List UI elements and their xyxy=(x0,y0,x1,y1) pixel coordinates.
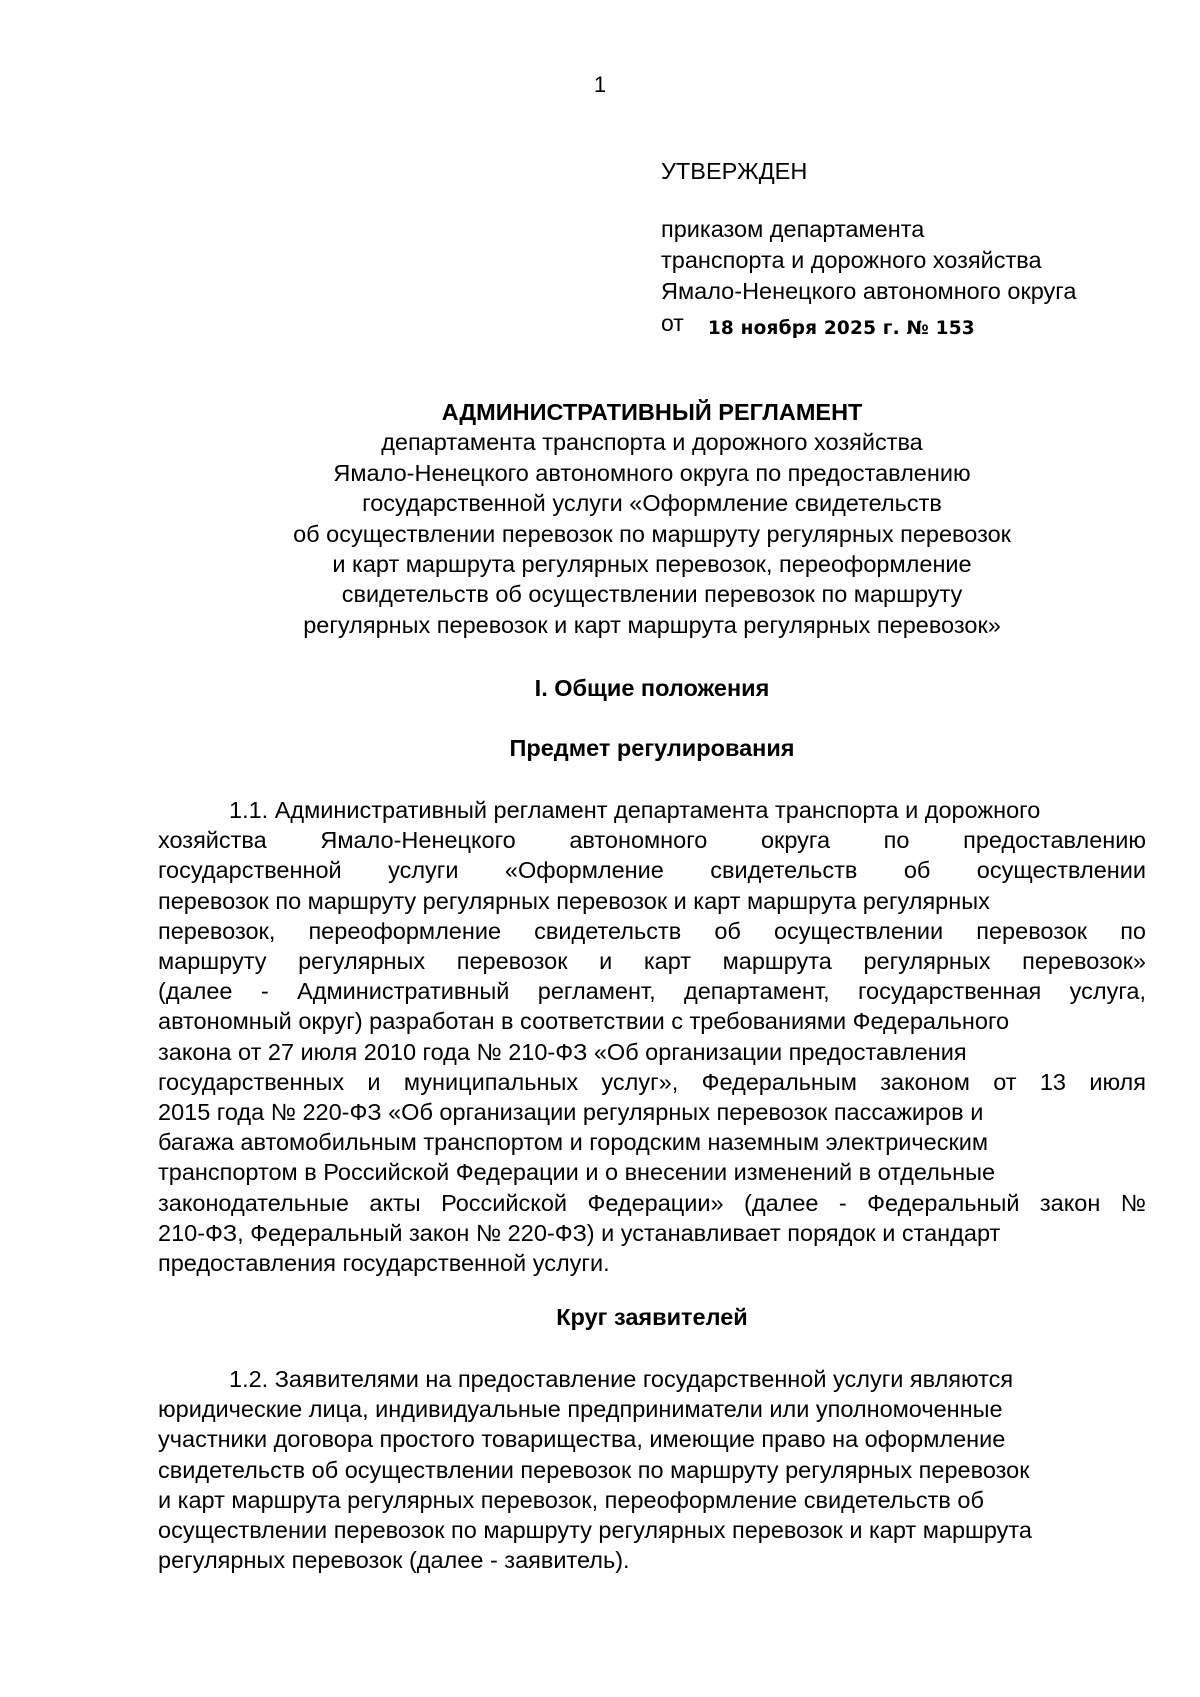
title-line: департамента транспорта и дорожного хозяйства xyxy=(381,429,923,456)
order-prefix: от xyxy=(661,310,684,336)
page-number: 1 xyxy=(593,72,607,97)
paragraph-line: свидетельств об осуществлении перевозок по маршруту регулярных перевозок xyxy=(158,1456,1030,1483)
paragraph-1-1 xyxy=(158,795,1146,1278)
paragraph-line: (далее - Административный регламент, департамент, государственная услуга, xyxy=(158,978,1146,1005)
title-line: свидетельств об осуществлении перевозок по маршруту xyxy=(341,581,963,608)
title-line: об осуществлении перевозок по маршруту регулярных перевозок xyxy=(293,520,1011,547)
title-line: Ямало-Ненецкого автономного округа по предоставлению xyxy=(333,459,971,486)
document-title: АДМИНИСТРАТИВНЫЙ РЕГЛАМЕНТ xyxy=(441,399,863,425)
paragraph-line: закона от 27 июля 2010 года № 210-ФЗ «Об организации предоставления xyxy=(158,1038,967,1065)
subsection-title-subject: Предмет регулирования xyxy=(509,735,795,761)
paragraph-line: участники договора простого товарищества, имеющие право на оформление xyxy=(158,1426,1006,1453)
document-title-block xyxy=(158,397,1146,640)
paragraph-line: транспортом в Российской Федерации и о внесении изменений в отдельные xyxy=(158,1159,996,1186)
title-line: регулярных перевозок и карт маршрута регулярных перевозок» xyxy=(303,611,1001,638)
paragraph-line: осуществлении перевозок по маршруту регулярных перевозок и карт маршрута xyxy=(158,1517,1032,1544)
order-date-number-stamp: 18 ноября 2025 г. № 153 xyxy=(707,318,975,339)
paragraph-line: перевозок по маршруту регулярных перевозок и карт маршрута регулярных xyxy=(158,887,990,914)
paragraph-line: и карт маршрута регулярных перевозок, переоформление свидетельств об xyxy=(158,1486,984,1513)
paragraph-line: хозяйства Ямало-Ненецкого автономного округа по предоставлению xyxy=(158,827,1146,854)
approval-block xyxy=(661,156,1181,341)
paragraph-line: юридические лица, индивидуальные предприниматели или уполномоченные xyxy=(158,1396,1003,1423)
approval-line: транспорта и дорожного хозяйства xyxy=(661,247,1042,273)
paragraph-line: регулярных перевозок (далее - заявитель). xyxy=(158,1547,630,1574)
paragraph-line: багажа автомобильным транспортом и городским наземным электрическим xyxy=(158,1129,989,1156)
approval-heading: УТВЕРЖДЕН xyxy=(661,158,808,184)
subsection-title-applicants: Круг заявителей xyxy=(556,1304,748,1330)
paragraph-line: 1.2. Заявителями на предоставление государственной услуги являются xyxy=(229,1366,1014,1392)
paragraph-line: законодательные акты Российской Федерации» (далее - Федеральный закон № xyxy=(158,1189,1146,1216)
title-line: государственной услуги «Оформление свидетельств xyxy=(362,490,942,517)
paragraph-line: государственной услуги «Оформление свидетельств об осуществлении xyxy=(158,857,1146,884)
paragraph-line: 1.1. Административный регламент департамента транспорта и дорожного xyxy=(229,797,1041,823)
paragraph-line: автономный округ) разработан в соответствии с требованиями Федерального xyxy=(158,1008,1010,1035)
title-line: и карт маршрута регулярных перевозок, переоформление xyxy=(332,551,972,578)
paragraph-line: предоставления государственной услуги. xyxy=(158,1250,610,1277)
paragraph-line: 2015 года № 220-ФЗ «Об организации регулярных перевозок пассажиров и xyxy=(158,1099,984,1126)
paragraph-line: перевозок, переоформление свидетельств об осуществлении перевозок по xyxy=(158,917,1146,944)
paragraph-line: 210-ФЗ, Федеральный закон № 220-ФЗ) и устанавливает порядок и стандарт xyxy=(158,1219,1001,1246)
paragraph-line: государственных и муниципальных услуг», Федеральным законом от 13 июля xyxy=(158,1068,1146,1095)
paragraph-line: маршруту регулярных перевозок и карт маршрута регулярных перевозок» xyxy=(158,948,1146,975)
approval-line: Ямало-Ненецкого автономного округа xyxy=(661,278,1077,304)
section-title: I. Общие положения xyxy=(534,675,770,701)
approval-line: приказом департамента xyxy=(661,216,925,242)
paragraph-1-2 xyxy=(158,1364,1146,1575)
approval-order-line xyxy=(661,308,1181,341)
